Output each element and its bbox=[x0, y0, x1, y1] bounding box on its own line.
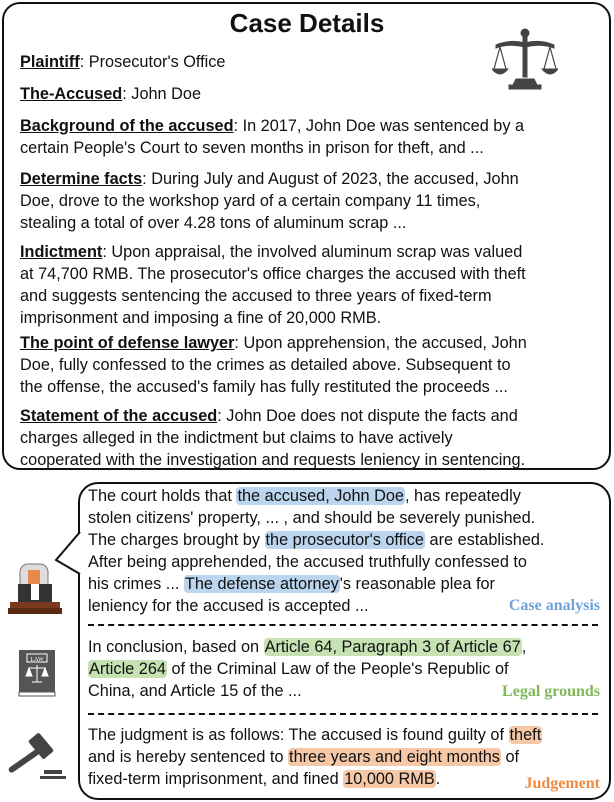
section-text: at 74,700 RMB. The prosecutor's office charges the accused with theft bbox=[20, 265, 526, 283]
judgment-text: are established. bbox=[424, 531, 545, 549]
highlighted-phrase: 10,000 RMB bbox=[344, 770, 435, 788]
highlighted-phrase: the prosecutor's office bbox=[265, 531, 424, 549]
case-section bbox=[20, 168, 519, 234]
judgment-text: 's reasonable plea for bbox=[339, 575, 495, 593]
section-text: stealing a total of over 4.28 tons of aluminum scrap ... bbox=[20, 214, 407, 232]
highlighted-phrase: Article 264 bbox=[89, 660, 166, 678]
judgment-text: his crimes ... bbox=[88, 575, 184, 593]
judgment-text: The court holds that bbox=[88, 487, 237, 505]
section-text: : Upon appraisal, the involved aluminum scrap was valued bbox=[102, 243, 523, 261]
section-text: cooperated with the investigation and requests leniency in sentencing. bbox=[20, 451, 526, 469]
judgment-text: leniency for the accused is accepted ... bbox=[88, 597, 369, 615]
case-section bbox=[20, 241, 526, 329]
section-tag: Legal grounds bbox=[502, 683, 600, 700]
judgment-text: of bbox=[500, 748, 520, 766]
highlighted-phrase: three years and eight months bbox=[289, 748, 500, 766]
judgment-text: . bbox=[435, 770, 441, 788]
section-label: The-Accused bbox=[20, 85, 123, 103]
judgment-text: , has repeatedly bbox=[404, 487, 521, 505]
section-text: : In 2017, John Doe was sentenced by a bbox=[233, 117, 525, 135]
case-section bbox=[20, 83, 201, 105]
section-text: Doe, fully confessed to the crimes as detailed above. Subsequent to bbox=[20, 356, 511, 374]
highlighted-phrase: The defense attorney bbox=[184, 575, 339, 593]
dashed-divider bbox=[88, 713, 598, 715]
section-label: Indictment bbox=[20, 243, 103, 261]
section-label: Background of the accused bbox=[20, 117, 234, 135]
case-details-title: Case Details bbox=[229, 8, 385, 38]
section-text: imprisonment and imposing a fine of 20,000 RMB. bbox=[20, 309, 382, 327]
section-text: and suggests sentencing the accused to three years of fixed-term bbox=[20, 287, 492, 305]
judgment-text: In conclusion, based on bbox=[88, 638, 264, 656]
highlighted-phrase: Article 64, Paragraph 3 of Article 67 bbox=[264, 638, 521, 656]
case-section bbox=[20, 51, 225, 73]
judge-icon bbox=[6, 560, 64, 616]
section-text: : During July and August of 2023, the accused, John bbox=[142, 170, 519, 188]
gavel-icon bbox=[4, 730, 66, 782]
case-section bbox=[20, 332, 527, 398]
svg-text:LAW: LAW bbox=[30, 657, 44, 663]
judgment-text: and is hereby sentenced to bbox=[88, 748, 289, 766]
section-label: Statement of the accused bbox=[20, 407, 218, 425]
judgment-text: of the Criminal Law of the People's Republic of bbox=[166, 660, 509, 678]
judgment-text: , bbox=[521, 638, 527, 656]
section-text: Doe, drove to the workshop yard of a certain company 11 times, bbox=[20, 192, 481, 210]
dashed-divider bbox=[88, 624, 598, 626]
section-text: : John Doe bbox=[122, 85, 201, 103]
section-label: Determine facts bbox=[20, 170, 143, 188]
judgment-block bbox=[88, 724, 542, 790]
section-text: certain People's Court to seven months in prison for theft, and ... bbox=[20, 139, 484, 157]
law-book-icon bbox=[17, 648, 57, 700]
section-text: : Upon apprehension, the accused, John bbox=[234, 334, 527, 352]
judgment-text: fixed-term imprisonment, and fined bbox=[88, 770, 344, 788]
judgment-text: The judgment is as follows: The accused is found guilty of bbox=[88, 726, 509, 744]
judgment-text: The charges brought by bbox=[88, 531, 265, 549]
section-label: The point of defense lawyer bbox=[20, 334, 235, 352]
judgment-text: stolen citizens' property, ... , and should be severely punished. bbox=[88, 509, 536, 527]
judgment-block bbox=[88, 636, 526, 702]
case-section bbox=[20, 115, 524, 159]
scales-of-justice-icon bbox=[492, 27, 558, 91]
highlighted-phrase: theft bbox=[509, 726, 542, 744]
highlighted-phrase: the accused, John Doe bbox=[237, 487, 404, 505]
section-text: : Prosecutor's Office bbox=[79, 53, 226, 71]
judgment-text: China, and Article 15 of the ... bbox=[88, 682, 302, 700]
section-text: : John Doe does not dispute the facts and bbox=[217, 407, 518, 425]
section-text: the offense, the accused's family has fully restituted the proceeds ... bbox=[20, 378, 508, 396]
section-tag: Judgement bbox=[524, 775, 600, 792]
case-section bbox=[20, 405, 525, 471]
judgment-block bbox=[88, 485, 544, 617]
section-tag: Case analysis bbox=[508, 597, 600, 614]
judgment-text: After being apprehended, the accused truthfully confessed to bbox=[88, 553, 527, 571]
section-text: charges alleged in the indictment but claims to have actively bbox=[20, 429, 453, 447]
section-label: Plaintiff bbox=[20, 53, 80, 71]
